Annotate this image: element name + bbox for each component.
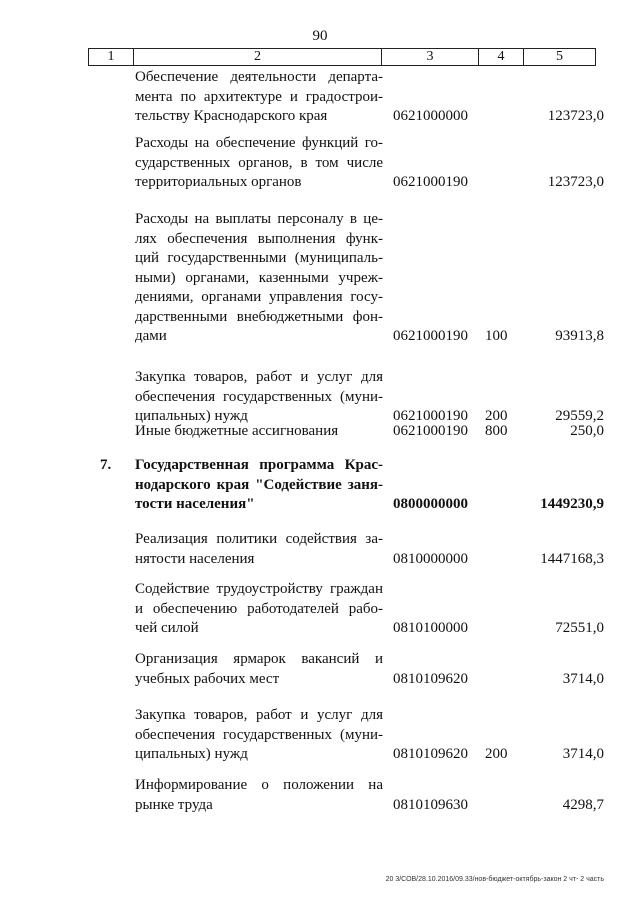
header-col-3: 3 (382, 49, 479, 65)
row-name-line: дами (135, 328, 167, 344)
row-name (135, 776, 383, 815)
row-name (135, 580, 383, 639)
row-name-line: и обеспечению работодателей рабо- (135, 600, 383, 617)
row-expense-type: 100 (485, 328, 508, 344)
header-col-5: 5 (556, 49, 563, 64)
row-amount: 72551,0 (555, 620, 604, 636)
row-name-line: обеспечения государственных (муни- (135, 388, 383, 405)
row-name-line: нодарского края "Содействие заня- (135, 476, 383, 493)
row-amount: 123723,0 (547, 108, 604, 124)
row-amount: 29559,2 (555, 408, 604, 424)
row-name-line: ципальных) нужд (135, 746, 248, 762)
row-expense-type: 800 (485, 423, 508, 439)
row-name-line: ципальных) нужд (135, 408, 248, 424)
row-code: 0810109620 (393, 670, 468, 687)
row-name (135, 530, 383, 569)
row-name (135, 422, 383, 442)
row-name-line: обеспечения государственных (муни- (135, 726, 383, 743)
row-amount: 123723,0 (547, 174, 604, 190)
row-amount: 250,0 (570, 423, 604, 439)
row-name-line: Содействие трудоустройству граждан (135, 581, 383, 597)
row-expense-type: 200 (485, 746, 508, 762)
row-name-line: нятости населения (135, 550, 255, 567)
row-name-line: Информирование о положении на (135, 777, 383, 793)
row-code: 0810000000 (393, 550, 468, 567)
row-amount: 3714,0 (562, 746, 604, 762)
row-name (135, 134, 383, 193)
row-name-line: территориальных органов (135, 174, 302, 190)
row-name-line: дениями, органами управления госу- (135, 289, 383, 305)
row-number: 7. (100, 457, 112, 473)
row-amount: 3714,0 (562, 670, 604, 687)
row-name (135, 456, 383, 515)
row-name-line: ными) органами, казенными учреж- (135, 269, 383, 286)
header-col-1: 1 (89, 49, 134, 65)
row-name (135, 68, 383, 127)
row-name-line: Закупка товаров, работ и услуг для (135, 369, 383, 385)
row-code: 0621000190 (393, 328, 468, 344)
row-name-line: мента по архитектуре и градострои- (135, 88, 383, 105)
row-name-line: Расходы на выплаты персоналу в це- (135, 211, 383, 227)
row-name-line: ций государственными (муниципаль- (135, 250, 383, 266)
row-name-line: Закупка товаров, работ и услуг для (135, 707, 383, 723)
row-code: 0621000000 (393, 108, 468, 124)
row-code: 0810100000 (393, 620, 468, 636)
row-amount: 1447168,3 (540, 550, 604, 567)
row-name (135, 368, 383, 427)
row-name-line: сударственных органов, в том числе (135, 154, 383, 171)
header-col-4: 4 (479, 49, 524, 65)
row-amount: 1449230,9 (540, 496, 604, 512)
row-code: 0621000190 (393, 423, 468, 439)
row-name-line: дарственными внебюджетными фон- (135, 308, 383, 325)
table-header (88, 48, 596, 66)
row-code: 0621000190 (393, 408, 468, 424)
row-name-line: чей силой (135, 620, 199, 636)
page-number: 90 (312, 28, 328, 44)
row-amount: 4298,7 (562, 796, 604, 813)
row-name-line: лях обеспечения выполнения функ- (135, 230, 383, 247)
row-code: 0810109630 (393, 796, 468, 813)
row-expense-type: 200 (485, 408, 508, 424)
row-code: 0621000190 (393, 174, 468, 190)
row-name-line: учебных рабочих мест (135, 670, 280, 687)
row-code: 0800000000 (393, 496, 468, 512)
row-name-line: тости населения" (135, 496, 255, 512)
row-name-line: Иные бюджетные ассигнования (135, 423, 339, 439)
row-name-line: рынке труда (135, 796, 213, 813)
row-name-line: Расходы на обеспечение функций го- (135, 135, 383, 151)
header-col-2: 2 (134, 49, 382, 65)
row-name-line: Государственная программа Крас- (135, 457, 383, 473)
row-name (135, 210, 383, 347)
row-name-line: Обеспечение деятельности департа- (135, 69, 383, 85)
row-name (135, 650, 383, 689)
row-name (135, 706, 383, 765)
footer-file-path: 20 3/СОВ/28.10.2016/09.33/нов-бюджет-октябрь-закон 2 чт- 2 часть (385, 876, 604, 883)
row-name-line: тельству Краснодарского края (135, 108, 328, 124)
row-name-line: Реализация политики содействия за- (135, 531, 383, 547)
row-code: 0810109620 (393, 746, 468, 762)
row-name-line: Организация ярмарок вакансий и (135, 651, 383, 667)
row-amount: 93913,8 (555, 328, 604, 344)
